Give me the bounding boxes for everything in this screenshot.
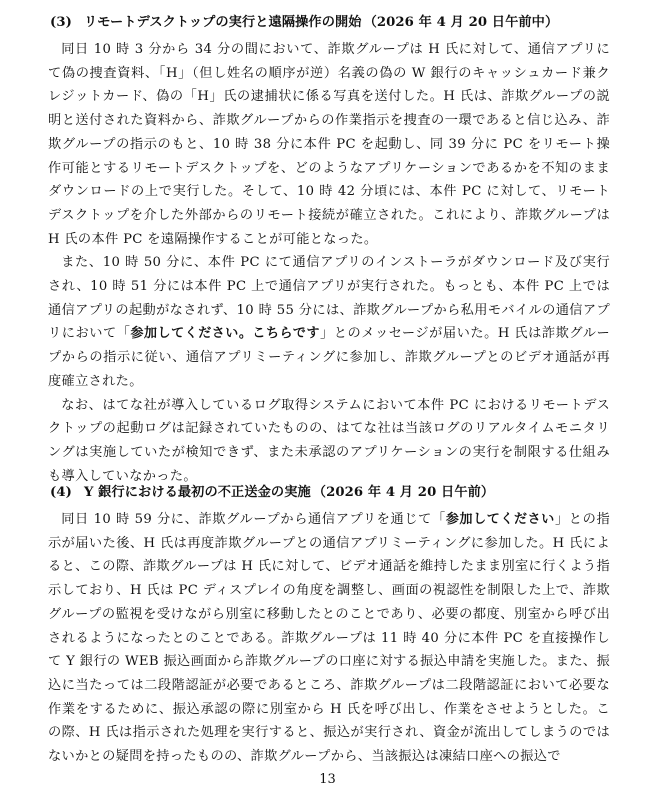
paragraph-text: 同日 10 時 3 分から 34 分の間において、詐欺グループは H 氏に対して、通信アプリにて偽の捜査資料、「H」（但し姓名の順序が逆）名義の偽の W 銀行のキャッシュカード兼クレジットカード、偽の「H」氏の逮捕状に係る写真を送付した。H 氏は、詐欺グループの説明と送付された資料から、詐欺グループからの作業指示を捜査の一環であると信じ込み、詐欺グループの指示のもと、10 時 38 分に本件 PC を起動し、同 39 分に PC をリモート操作可能とするリモートデスクトップを、どのようなアプリケーションであるかを不知のままダウンロードの上で実行した。そして、10 時 42 分頃には、本件 PC に対して、リモートデスクトップを介した外部からのリモート接続が確立された。これにより、詐欺グループは H 氏の本件 PC を遠隔操作することが可能となった。 xyxy=(48,42,610,247)
section-4-heading xyxy=(48,484,610,502)
section-4-number: (4) xyxy=(50,485,72,500)
paragraph-text: また、10 時 50 分に、本件 PC にて通信アプリのインストーラがダウンロード及び実行され、10 時 51 分には本件 PC 上で通信アプリが実行された。もっとも、本件 PC 上では通信アプリの起動がなされず、10 時 55 分には、詐欺グループから私用モバイルの通信アプリにおいて「 xyxy=(48,255,610,342)
section-3 xyxy=(48,14,610,488)
paragraph-text: 」とのメッセージが届いた。H 氏は詐欺グループからの指示に従い、通信アプリミーティングに参加し、詐欺グループとのビデオ通話が再度確立された。 xyxy=(48,326,610,389)
paragraph-text: なお、はてな社が導入しているログ取得システムにおいて本件 PC におけるリモートデスクトップの起動ログは記録されていたものの、はてな社は当該ログのリアルタイムモニタリングは実施していたが検知できず、また未承認のアプリケーションの実行を制限する仕組みも導入していなかった。 xyxy=(48,397,610,484)
section-3-paragraph-1 xyxy=(48,38,610,251)
section-3-paragraph-2 xyxy=(48,251,610,393)
section-3-paragraph-3 xyxy=(48,394,610,489)
section-4-paragraph-1 xyxy=(48,508,610,769)
section-4-body xyxy=(48,508,610,769)
paragraph-text: 」との指示が届いた後、H 氏は再度詐欺グループとの通信アプリミーティングに参加した。H 氏によると、この際、詐欺グループは H 氏に対して、ビデオ通話を維持したまま別室に行くよう指示しており、H 氏は PC ディスプレイの角度を調整し、画面の視認性を制限した上で、詐欺グループの監視を受けながら別室に移動したとのことであり、必要の都度、別室から呼び出されるようになったとのことである。詐欺グループは 11 時 40 分に本件 PC を直接操作して Y 銀行の WEB 振込画面から詐欺グループの口座に対する振込申請を実施した。また、振込に当たっては二段階認証が必要であるところ、詐欺グループは二段階認証において必要な作業をするために、振込承認の際に別室から H 氏を呼び出し、作業をさせようとした。この際、H 氏は指示された処理を実行すると、振込が実行され、資金が流出してしまうのではないかとの疑問を持ったものの、詐欺グループから、当該振込は凍結口座への振込で xyxy=(48,512,610,765)
section-3-body xyxy=(48,38,610,488)
section-4 xyxy=(48,484,610,769)
section-3-number: (3) xyxy=(50,15,72,30)
section-4-date: （2026 年 4 月 20 日午前） xyxy=(312,485,495,500)
section-3-title: リモートデスクトップの実行と遠隔操作の開始 xyxy=(83,15,362,30)
section-4-title: Y 銀行における最初の不正送金の実施 xyxy=(83,485,311,500)
section-3-heading xyxy=(48,14,610,32)
quoted-message-bold: 参加してください。こちらです xyxy=(130,326,321,342)
page-number: 13 xyxy=(319,772,336,787)
quoted-message-bold: 参加してください xyxy=(445,512,555,527)
section-3-date: （2026 年 4 月 20 日午前中） xyxy=(363,15,559,30)
paragraph-text: 同日 10 時 59 分に、詐欺グループから通信アプリを通じて「 xyxy=(61,512,446,527)
